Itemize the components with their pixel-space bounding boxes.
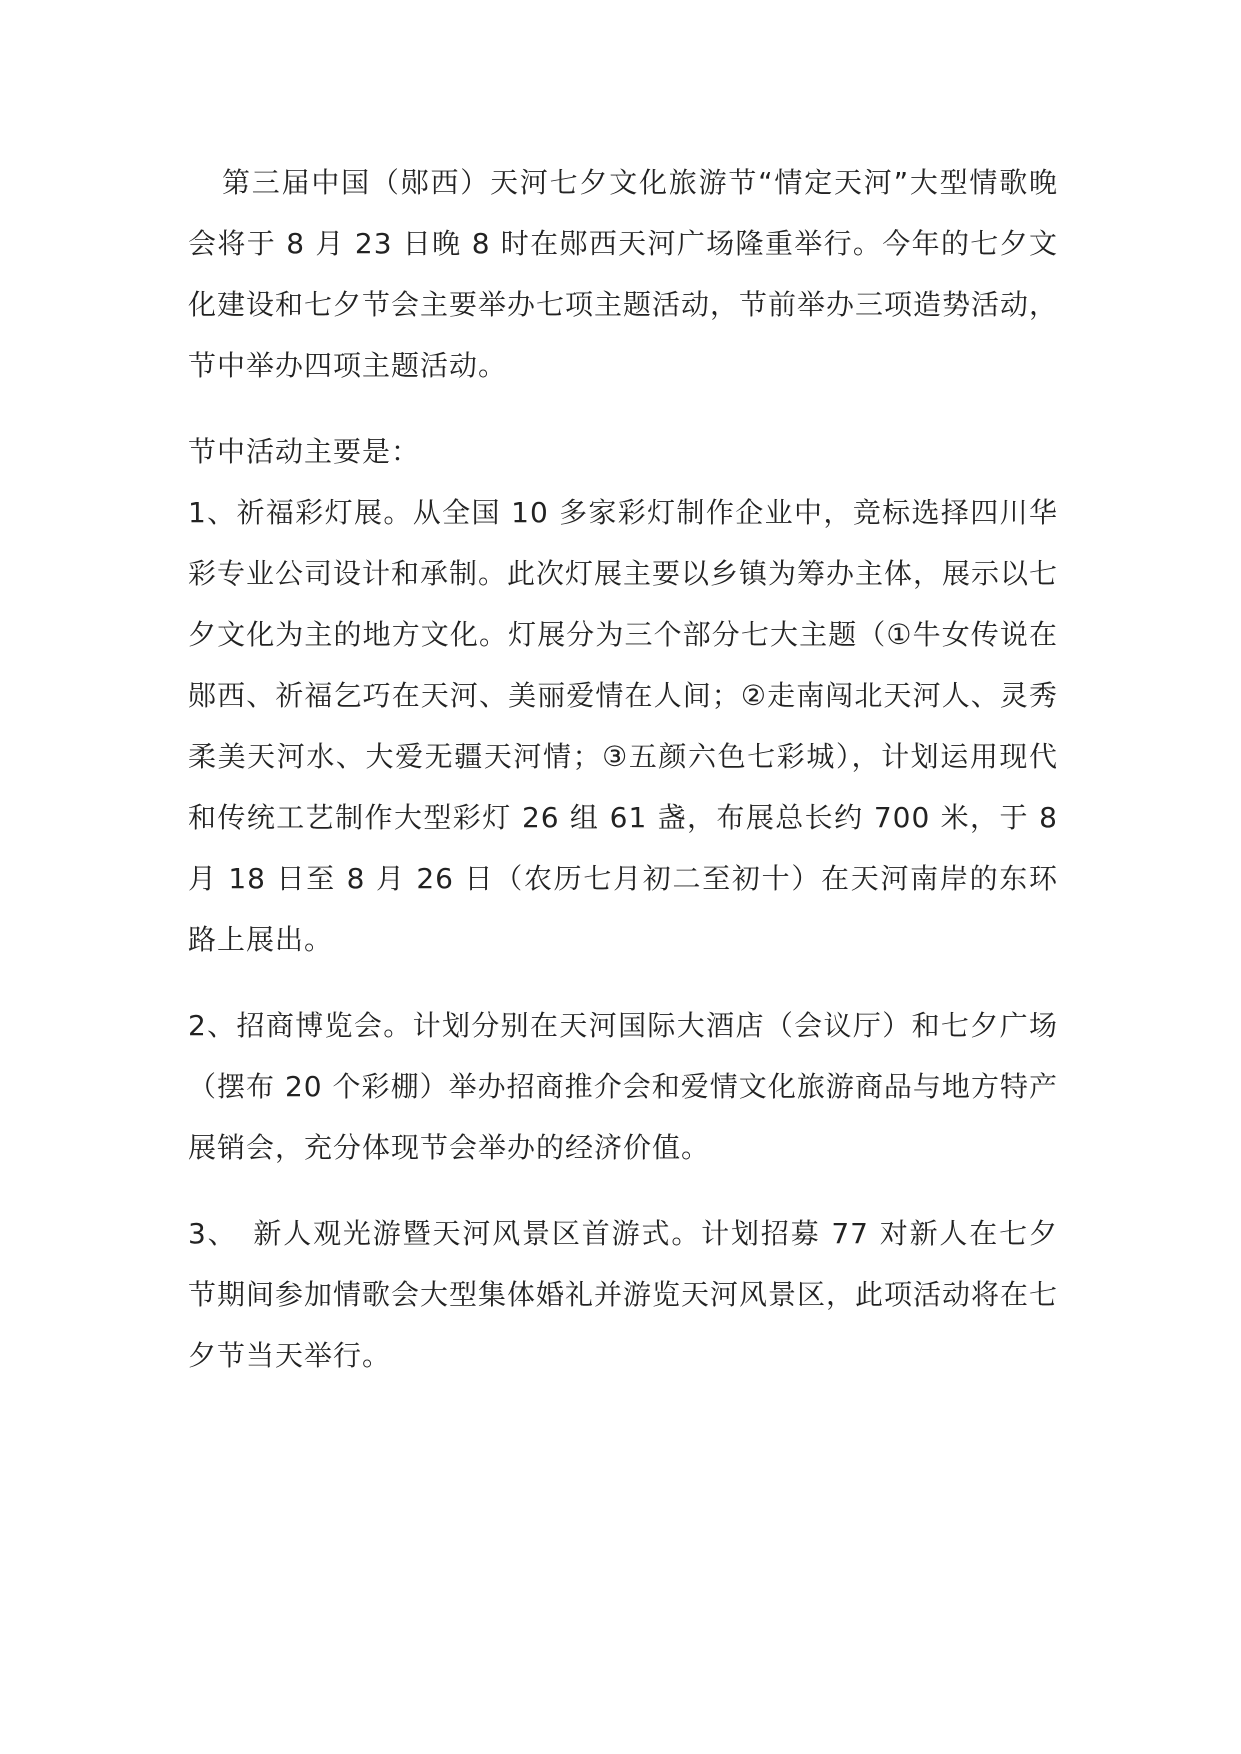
item-paragraph-2: 2、招商博览会。计划分别在天河国际大酒店（会议厅）和七夕广场（摆布 20 个彩棚）举办招商推介会和爱情文化旅游商品与地方特产展销会，充分体现节会举办的经济价值。 — [188, 1009, 1058, 1164]
item-paragraph-1: 1、祈福彩灯展。从全国 10 多家彩灯制作企业中，竞标选择四川华彩专业公司设计和承制。此次灯展主要以乡镇为筹办主体，展示以七夕文化为主的地方文化。灯展分为三个部分七大主题（①牛女传说在郧西、祈福乞巧在天河、美丽爱情在人间；②走南闯北天河人、灵秀柔美天河水、大爱无疆天河情；③五颜六色七彩城），计划运用现代和传统工艺制作大型彩灯 26 组 61 盏，布展总长约 700 米，于 8 月 18 日至 8 月 26 日（农历七月初二至初十）在天河南岸的东环路上展出。 — [188, 496, 1059, 956]
section-label: 节中活动主要是： — [188, 435, 421, 468]
intro-paragraph: 第三届中国（郧西）天河七夕文化旅游节“情定天河”大型情歌晚会将于 8 月 23 日晚 8 时在郧西天河广场隆重举行。今年的七夕文化建设和七夕节会主要举办七项主题活动，节前举办三项造势活动，节中举办四项主题活动。 — [188, 166, 1059, 382]
item-paragraph-3: 3、 新人观光游暨天河风景区首游式。计划招募 77 对新人在七夕节期间参加情歌会大型集体婚礼并游览天河风景区，此项活动将在七夕节当天举行。 — [188, 1217, 1059, 1372]
document-body — [188, 152, 1058, 1386]
